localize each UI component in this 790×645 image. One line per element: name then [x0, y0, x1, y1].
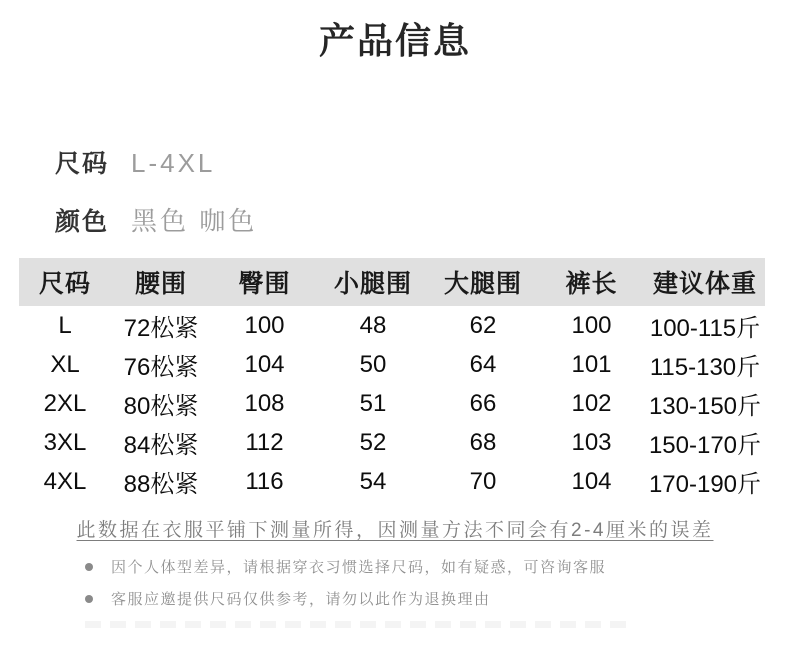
- table-cell: 52: [359, 428, 387, 456]
- color-value: 黑色 咖色: [131, 206, 258, 236]
- table-row: [19, 384, 765, 423]
- table-cell: 68: [469, 428, 497, 456]
- table-row: [19, 423, 765, 462]
- table-row: [19, 306, 765, 345]
- note-bullet-item: [85, 557, 790, 576]
- bullet-dot-icon: [85, 595, 93, 603]
- column-header-thigh: 大腿围: [428, 258, 538, 306]
- table-cell: 102: [571, 389, 612, 417]
- column-header-suggested-weight: 建议体重: [645, 258, 765, 306]
- table-cell: 80松紧: [123, 393, 199, 420]
- column-header-hip: 臀围: [211, 258, 318, 306]
- table-cell: 130-150斤: [648, 393, 762, 420]
- table-cell: 64: [469, 350, 497, 378]
- table-cell: 100: [244, 311, 285, 339]
- size-range-value: L-4XL: [131, 148, 216, 178]
- measurement-disclaimer: 此数据在衣服平铺下测量所得，因测量方法不同会有2-4厘米的误差: [76, 520, 714, 541]
- size-table-header: [19, 258, 765, 306]
- product-attributes: [55, 144, 790, 236]
- table-cell: 51: [359, 389, 387, 417]
- table-cell: 115-130斤: [649, 354, 761, 381]
- table-cell: 76松紧: [123, 354, 199, 381]
- table-cell: 72松紧: [123, 315, 199, 342]
- column-header-size: 尺码: [19, 258, 111, 306]
- table-cell: 70: [469, 467, 497, 495]
- bullet-dot-icon: [85, 563, 93, 571]
- table-cell: 112: [245, 428, 284, 456]
- note-bullet-item: [85, 589, 790, 608]
- table-cell: L: [58, 311, 72, 339]
- table-cell: 84松紧: [123, 432, 199, 459]
- size-range-row: [55, 144, 790, 178]
- column-header-waist: 腰围: [111, 258, 211, 306]
- table-cell: 2XL: [43, 389, 87, 417]
- table-cell: 108: [244, 389, 285, 417]
- table-cell: 62: [469, 311, 497, 339]
- size-chart-table: [19, 258, 765, 501]
- table-cell: 150-170斤: [648, 432, 762, 459]
- size-table-body: [19, 306, 765, 501]
- table-row: [19, 462, 765, 501]
- table-cell: 48: [359, 311, 387, 339]
- table-cell: 4XL: [43, 467, 87, 495]
- table-cell: XL: [50, 350, 80, 378]
- page-title: 产品信息: [318, 20, 471, 61]
- table-cell: 50: [359, 350, 387, 378]
- table-cell: 103: [571, 428, 612, 456]
- column-header-calf: 小腿围: [318, 258, 428, 306]
- faded-cropped-text-line: [85, 621, 635, 628]
- table-cell: 54: [359, 467, 387, 495]
- header-row: [19, 258, 765, 306]
- note-bullet-list: [85, 557, 790, 608]
- column-header-pants-length: 裤长: [538, 258, 645, 306]
- table-cell: 116: [245, 467, 284, 495]
- table-cell: 100: [571, 311, 612, 339]
- table-cell: 3XL: [43, 428, 87, 456]
- table-cell: 100-115斤: [649, 315, 761, 342]
- table-cell: 170-190斤: [648, 471, 762, 498]
- table-row: [19, 345, 765, 384]
- table-cell: 104: [571, 467, 612, 495]
- table-cell: 88松紧: [123, 471, 199, 498]
- color-row: [55, 201, 790, 236]
- note-bullet-text: 因个人体型差异，请根据穿衣习惯选择尺码，如有疑惑，可咨询客服: [111, 559, 607, 576]
- table-cell: 101: [571, 350, 612, 378]
- note-bullet-text: 客服应邀提供尺码仅供参考，请勿以此作为退换理由: [111, 591, 491, 608]
- table-cell: 66: [469, 389, 497, 417]
- size-range-label: 尺码: [55, 150, 110, 178]
- color-label: 颜色: [55, 208, 110, 236]
- table-cell: 104: [244, 350, 285, 378]
